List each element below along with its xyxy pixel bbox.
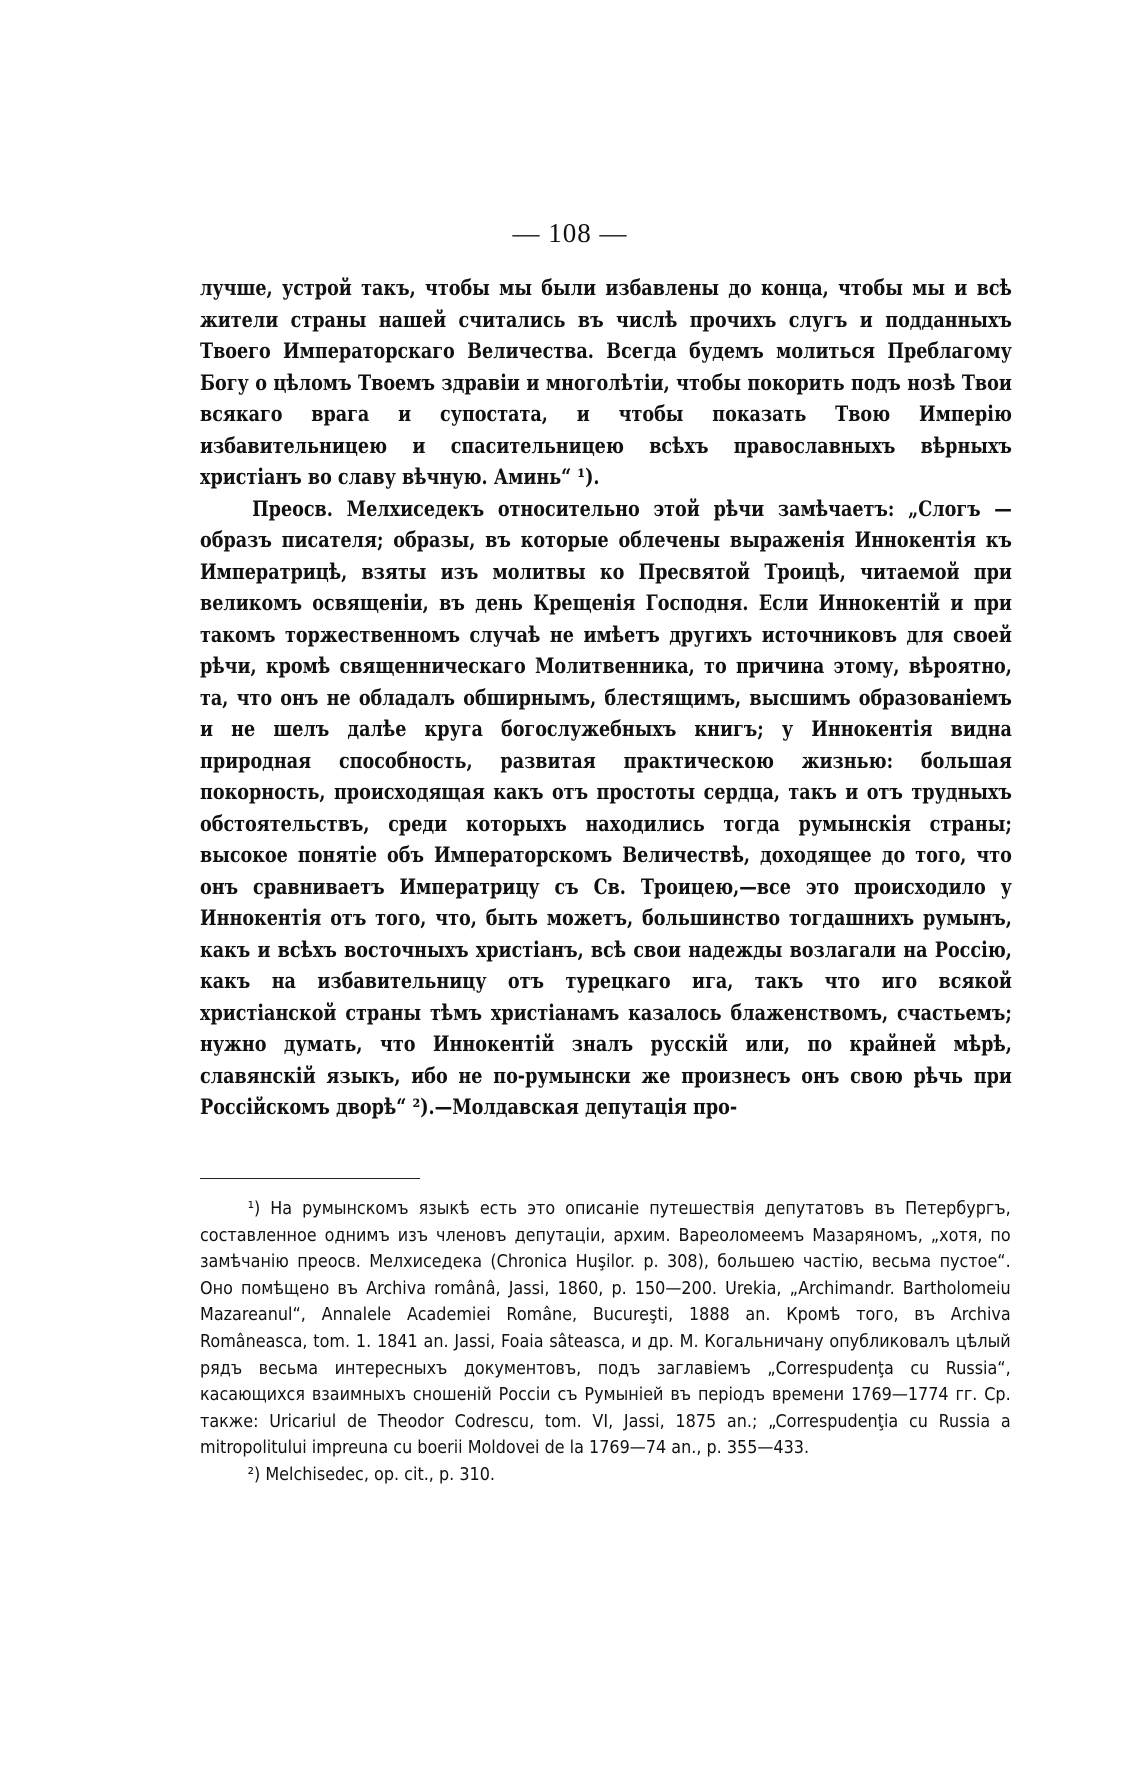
footnote-divider (200, 1178, 420, 1179)
footnote-2: ²) Melchisedec, op. cit., p. 310. (247, 1464, 495, 1485)
paragraph-continuation: лучше, устрой такъ, чтобы мы были избавлены до конца, чтобы мы и всѣ жители страны нашей считались въ числѣ прочихъ слугъ и подданныхъ Твоего Императорскаго Величества. Всегда будемъ молиться Преблагому Богу о цѣломъ Твоемъ здравіи и многолѣтіи, чтобы покорить подъ нозѣ Твои всякаго врага и супостата, и чтобы показать Твою Имперію избавительницею и спасительницею всѣхъ православныхъ вѣрныхъ христіанъ во славу вѣчную. Аминь“ ¹). (200, 275, 1012, 489)
footnotes (200, 1196, 1011, 1489)
body-text (200, 272, 1012, 1123)
paragraph-melchisedek-remark: Преосв. Мелхиседекъ относительно этой рѣчи замѣчаетъ: „Слогъ —образъ писателя; образы, въ которые облечены выраженія Иннокентія къ Императрицѣ, взяты изъ молитвы ко Пресвятой Троицѣ, читаемой при великомъ освященіи, въ день Крещенія Господня. Если Иннокентій и при такомъ торжественномъ случаѣ не имѣетъ другихъ источниковъ для своей рѣчи, кромѣ священническаго Молитвенника, то причина этому, вѣроятно, та, что онъ не обладалъ обширнымъ, блестящимъ, высшимъ образованіемъ и не шелъ далѣе круга богослужебныхъ книгъ; у Иннокентія видна природная способность, развитая практическою жизнью: большая покорность, происходящая какъ отъ простоты сердца, такъ и отъ трудныхъ обстоятельствъ, среди которыхъ находились тогда румынскія страны; высокое понятіе объ Императорскомъ Величествѣ, доходящее до того, что онъ сравниваетъ Императрицу съ Св. Троицею,—все это происходило у Иннокентія отъ того, что, быть можетъ, большинство тогдашнихъ румынъ, какъ и всѣхъ восточныхъ христіанъ, всѣ свои надежды возлагали на Россію, какъ на избавительницу отъ турецкаго ига, такъ что иго всякой христіанской страны тѣмъ христіанамъ казалось блаженствомъ, счастьемъ; нужно думать, что Иннокентій зналъ русскій или, по крайней мѣрѣ, славянскій языкъ, ибо не по-румынски же произнесъ онъ свою рѣчь при Россійскомъ дворѣ“ ²).—Молдавская депутація про- (200, 495, 1012, 1119)
page-number: — 108 — (512, 218, 628, 248)
footnote-1: ¹) На румынскомъ языкѣ есть это описаніе путешествія депутатовъ въ Петербургъ, составленное однимъ изъ членовъ депутаціи, архим. Вареоломеемъ Мазаряномъ, „хотя, по замѣчанію преосв. Мелхиседека (Chronica Huşilor. p. 308), большею частію, весьма пустое“. Оно помѣщено въ Archiva românâ, Jassi, 1860, p. 150—200. Urekia, „Archimandr. Bartholomeiu Mazareanul“, Annalele Academiei Române, Bucureşti, 1888 an. Кромѣ того, въ Archiva Româneasca, tom. 1. 1841 an. Jassi, Foaia sâteasca, и др. М. Когальничану опубликовалъ цѣлый рядъ весьма интересныхъ документовъ, подъ заглавіемъ „Correspudenţa cu Russia“, касающихся взаимныхъ сношеній Россіи съ Румыніей въ періодъ времени 1769—1774 гг. Ср. также: Uricariul de Theodor Codrescu, tom. VI, Jassi, 1875 an.; „Correspudenţia cu Russia a mitropolitului impreuna cu boerii Moldovei de la 1769—74 an., p. 355—433. (200, 1199, 1011, 1459)
